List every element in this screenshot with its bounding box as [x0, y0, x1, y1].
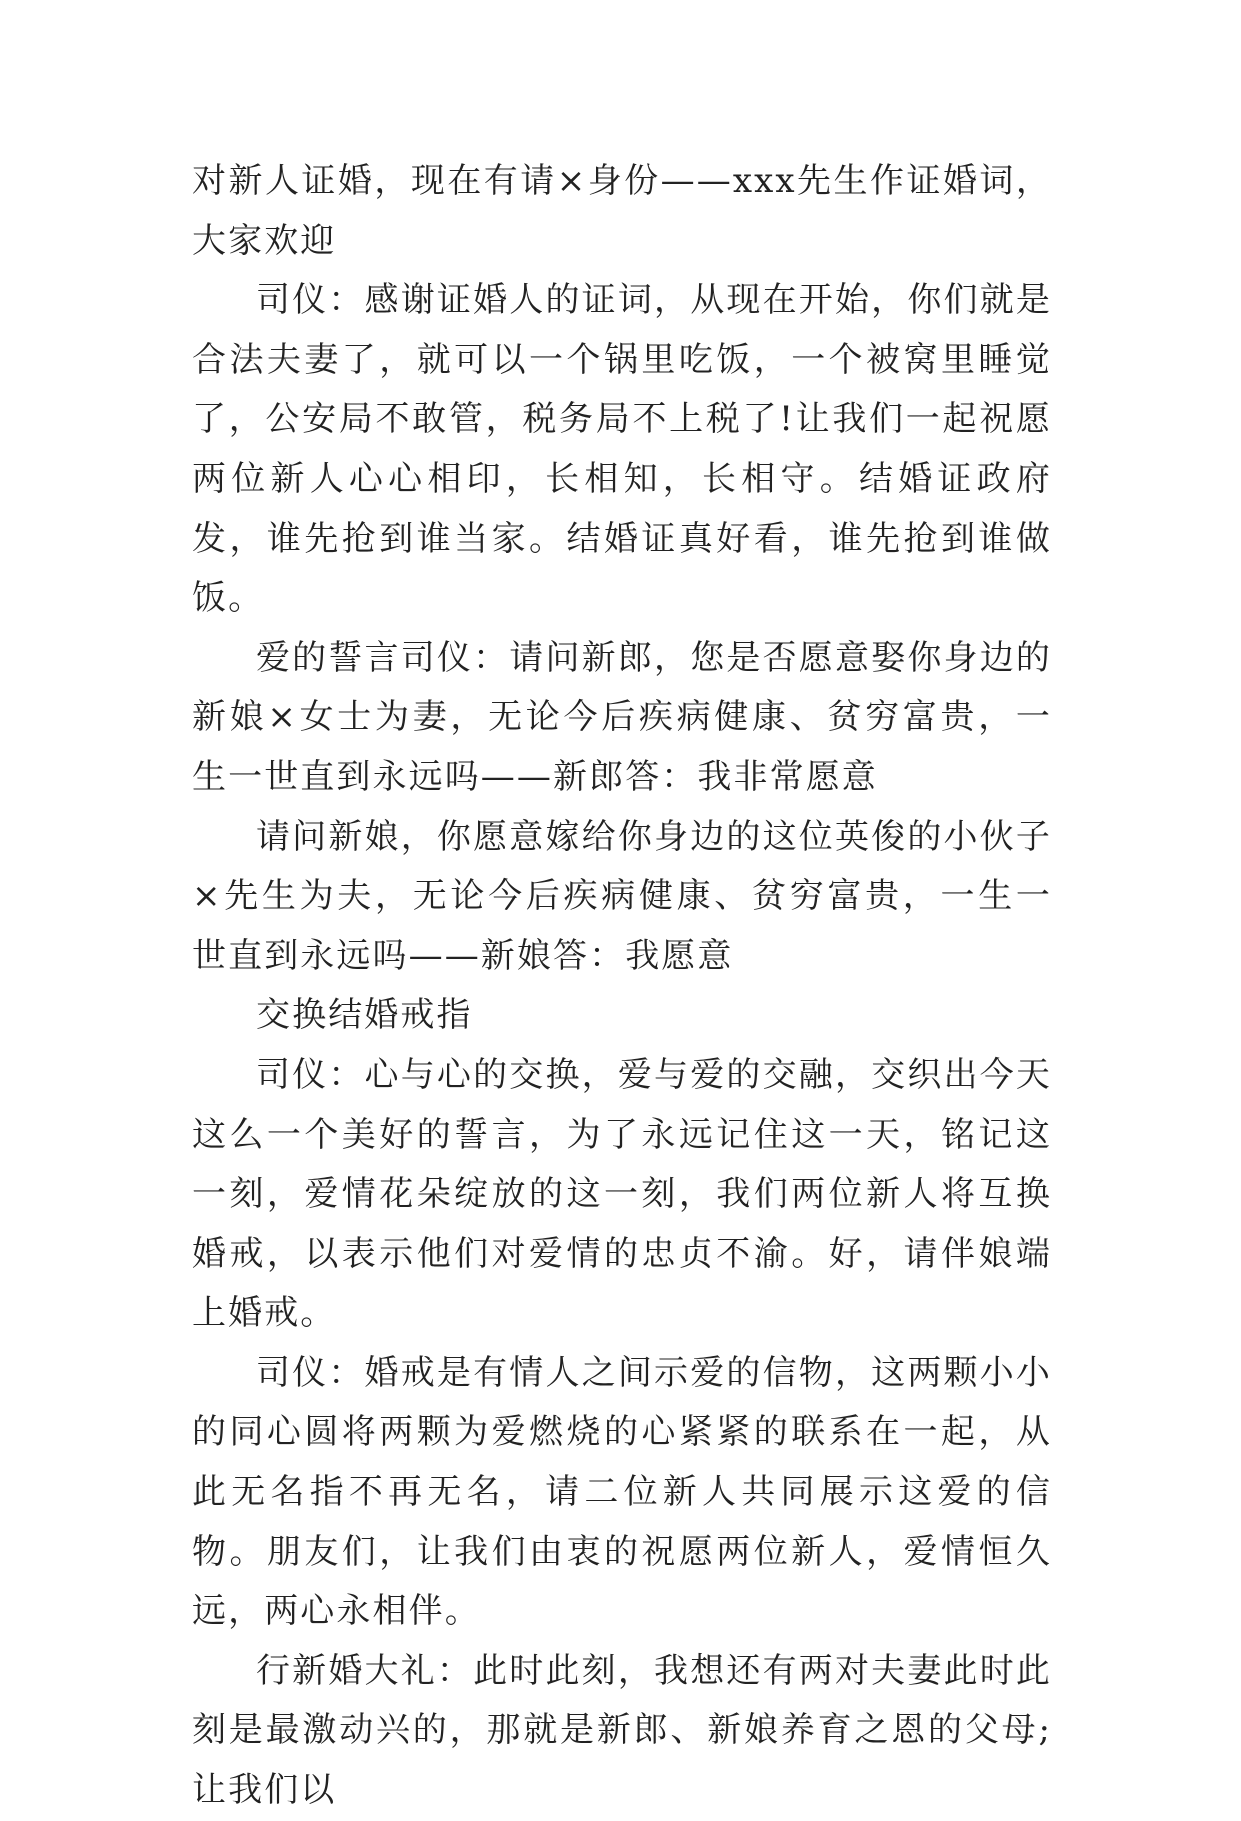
paragraph-wedding-ceremony: 行新婚大礼：此时此刻，我想还有两对夫妻此时此刻是最激动兴的，那就是新郎、新娘养育之恩的父母;让我们以 — [192, 1650, 1052, 1811]
paragraph-officiant-marriage-certificate: 司仪：感谢证婚人的证词，从现在开始，你们就是合法夫妻了，就可以一个锅里吃饭，一个被窝里睡觉了，公安局不敢管，税务局不上税了!让我们一起祝愿两位新人心心相印，长相知，长相守。结婚证政府发，谁先抢到谁当家。结婚证真好看，谁先抢到谁做饭。 — [192, 280, 1052, 619]
document-page — [192, 152, 1052, 1821]
paragraph-bride-vow: 请问新娘，你愿意嫁给你身边的这位英俊的小伙子×先生为夫，无论今后疾病健康、贫穷富贵，一生一世直到永远吗——新娘答：我愿意 — [192, 816, 1052, 976]
paragraph-ring-exchange-intro: 司仪：心与心的交换，爱与爱的交融，交织出今天这么一个美好的誓言，为了永远记住这一天，铭记这一刻，爱情花朵绽放的这一刻，我们两位新人将互换婚戒，以表示他们对爱情的忠贞不渝。好，请伴娘端上婚戒。 — [192, 1054, 1052, 1334]
section-heading-ring-exchange: 交换结婚戒指 — [256, 995, 473, 1036]
paragraph-continuation: 对新人证婚，现在有请×身份——xxx先生作证婚词，大家欢迎 — [192, 161, 1052, 261]
paragraph-ring-meaning: 司仪：婚戒是有情人之间示爱的信物，这两颗小小的同心圆将两颗为爱燃烧的心紧紧的联系在一起，从此无名指不再无名，请二位新人共同展示这爱的信物。朋友们，让我们由衷的祝愿两位新人，爱情恒久远，两心永相伴。 — [192, 1352, 1052, 1632]
paragraph-groom-vow: 爱的誓言司仪：请问新郎，您是否愿意娶你身边的新娘×女士为妻，无论今后疾病健康、贫穷富贵，一生一世直到永远吗——新郎答：我非常愿意 — [192, 637, 1052, 797]
